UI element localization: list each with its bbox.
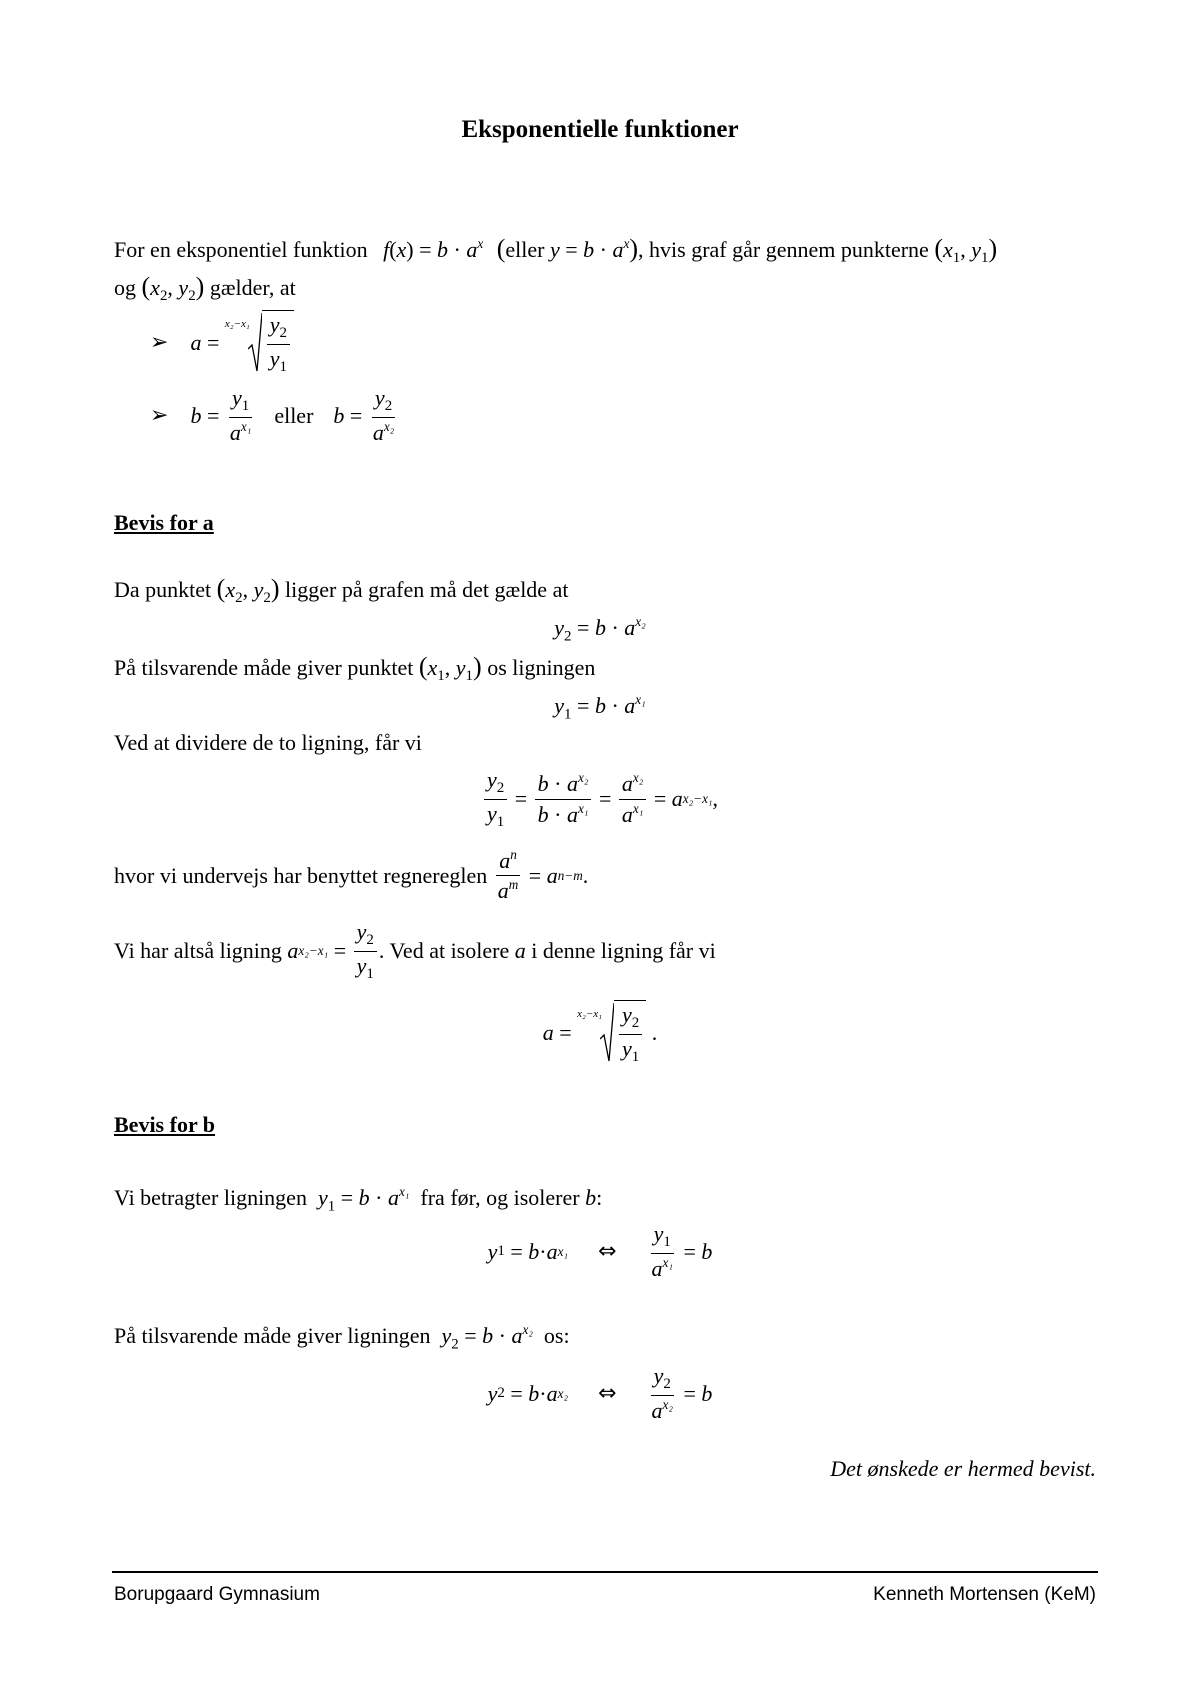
formula-bullet-a: ➢ a = x₂−x₁ $\frac{y_2}{y_1}$ <box>150 310 294 375</box>
section-b-line-2: På tilsvarende måde giver ligningen $y_2 = b \cdot a^{x_2}$ os: <box>114 1322 570 1353</box>
equation-isolate-b1: y 1 = b · a x₁ ⇔ $\frac{y_1}{a^{x_1}}$ = b <box>487 1221 713 1281</box>
footer-school: Borupgaard Gymnasium <box>114 1584 320 1605</box>
conclusion-text: Det ønskede er hermed bevist. <box>830 1456 1096 1481</box>
section-a-line-3: Ved at dividere de to ligning, får vi <box>114 730 422 755</box>
arrow-bullet-icon: ➢ <box>150 403 169 429</box>
section-a-line-1: Da punktet ($x_2$, $y_2$) ligger på grafen må det gælde at <box>114 574 569 607</box>
footer-divider <box>112 1571 1098 1573</box>
page-title: Eksponentielle funktioner <box>461 116 739 143</box>
section-a-line-2: På tilsvarende måde giver punktet ($x_1$, $y_1$) os ligningen <box>114 652 596 685</box>
heading-proof-a: Bevis for a <box>114 510 214 535</box>
heading-proof-b: Bevis for b <box>114 1112 216 1137</box>
arrow-bullet-icon: ➢ <box>150 330 169 356</box>
section-a-line-4: hvor vi undervejs har benyttet regnereglen $\frac{a^n}{a^m}$ = a n−m . <box>114 847 589 904</box>
intro-line-2: og ($x_2$, $y_2$) gælder, at <box>114 272 296 305</box>
section-a-line-5: Vi har altså ligning a x₂−x₁ = $\frac{y_2}{y_1}$ . Ved at isolere a i denne ligning får vi <box>114 919 716 982</box>
equation-division: $\frac{y_2}{y_1}$ = $\frac{b \cdot a^{x_2}}{b \cdot a^{x_1}}$ = $\frac{a^{x_2}}{a^{x_1}}$ = a x₂−x₁ , <box>0 768 1200 830</box>
intro-line-1: For en eksponentiel funktion $f(x) = b \cdot a^x$ (eller $y = b \cdot a^x$), hvis graf går gennem punkterne ($x_1$, $y_1$) <box>114 234 998 267</box>
formula-bullet-b: ➢ b = $\frac{y_1}{a^{x_1}}$ eller b = $\frac{y_2}{a^{x_2}}$ <box>150 385 395 445</box>
equation-y2: $y_2 = b \cdot a^{x_2}$ <box>554 614 646 645</box>
footer-author: Kenneth Mortensen (KeM) <box>873 1584 1096 1605</box>
equivalence-icon: ⇔ <box>598 1381 617 1407</box>
equation-isolate-b2: y 2 = b · a x₂ ⇔ $\frac{y_2}{a^{x_2}}$ = b <box>487 1363 713 1423</box>
section-b-line-1: Vi betragter ligningen $y_1 = b \cdot a^{x_1}$ fra før, og isolerer b: <box>114 1184 603 1215</box>
equivalence-icon: ⇔ <box>598 1239 617 1265</box>
equation-y1: $y_1 = b \cdot a^{x_1}$ <box>554 692 646 723</box>
equation-result-a: a = x₂−x₁ $\frac{y_2}{y_1}$ . <box>542 1002 658 1065</box>
